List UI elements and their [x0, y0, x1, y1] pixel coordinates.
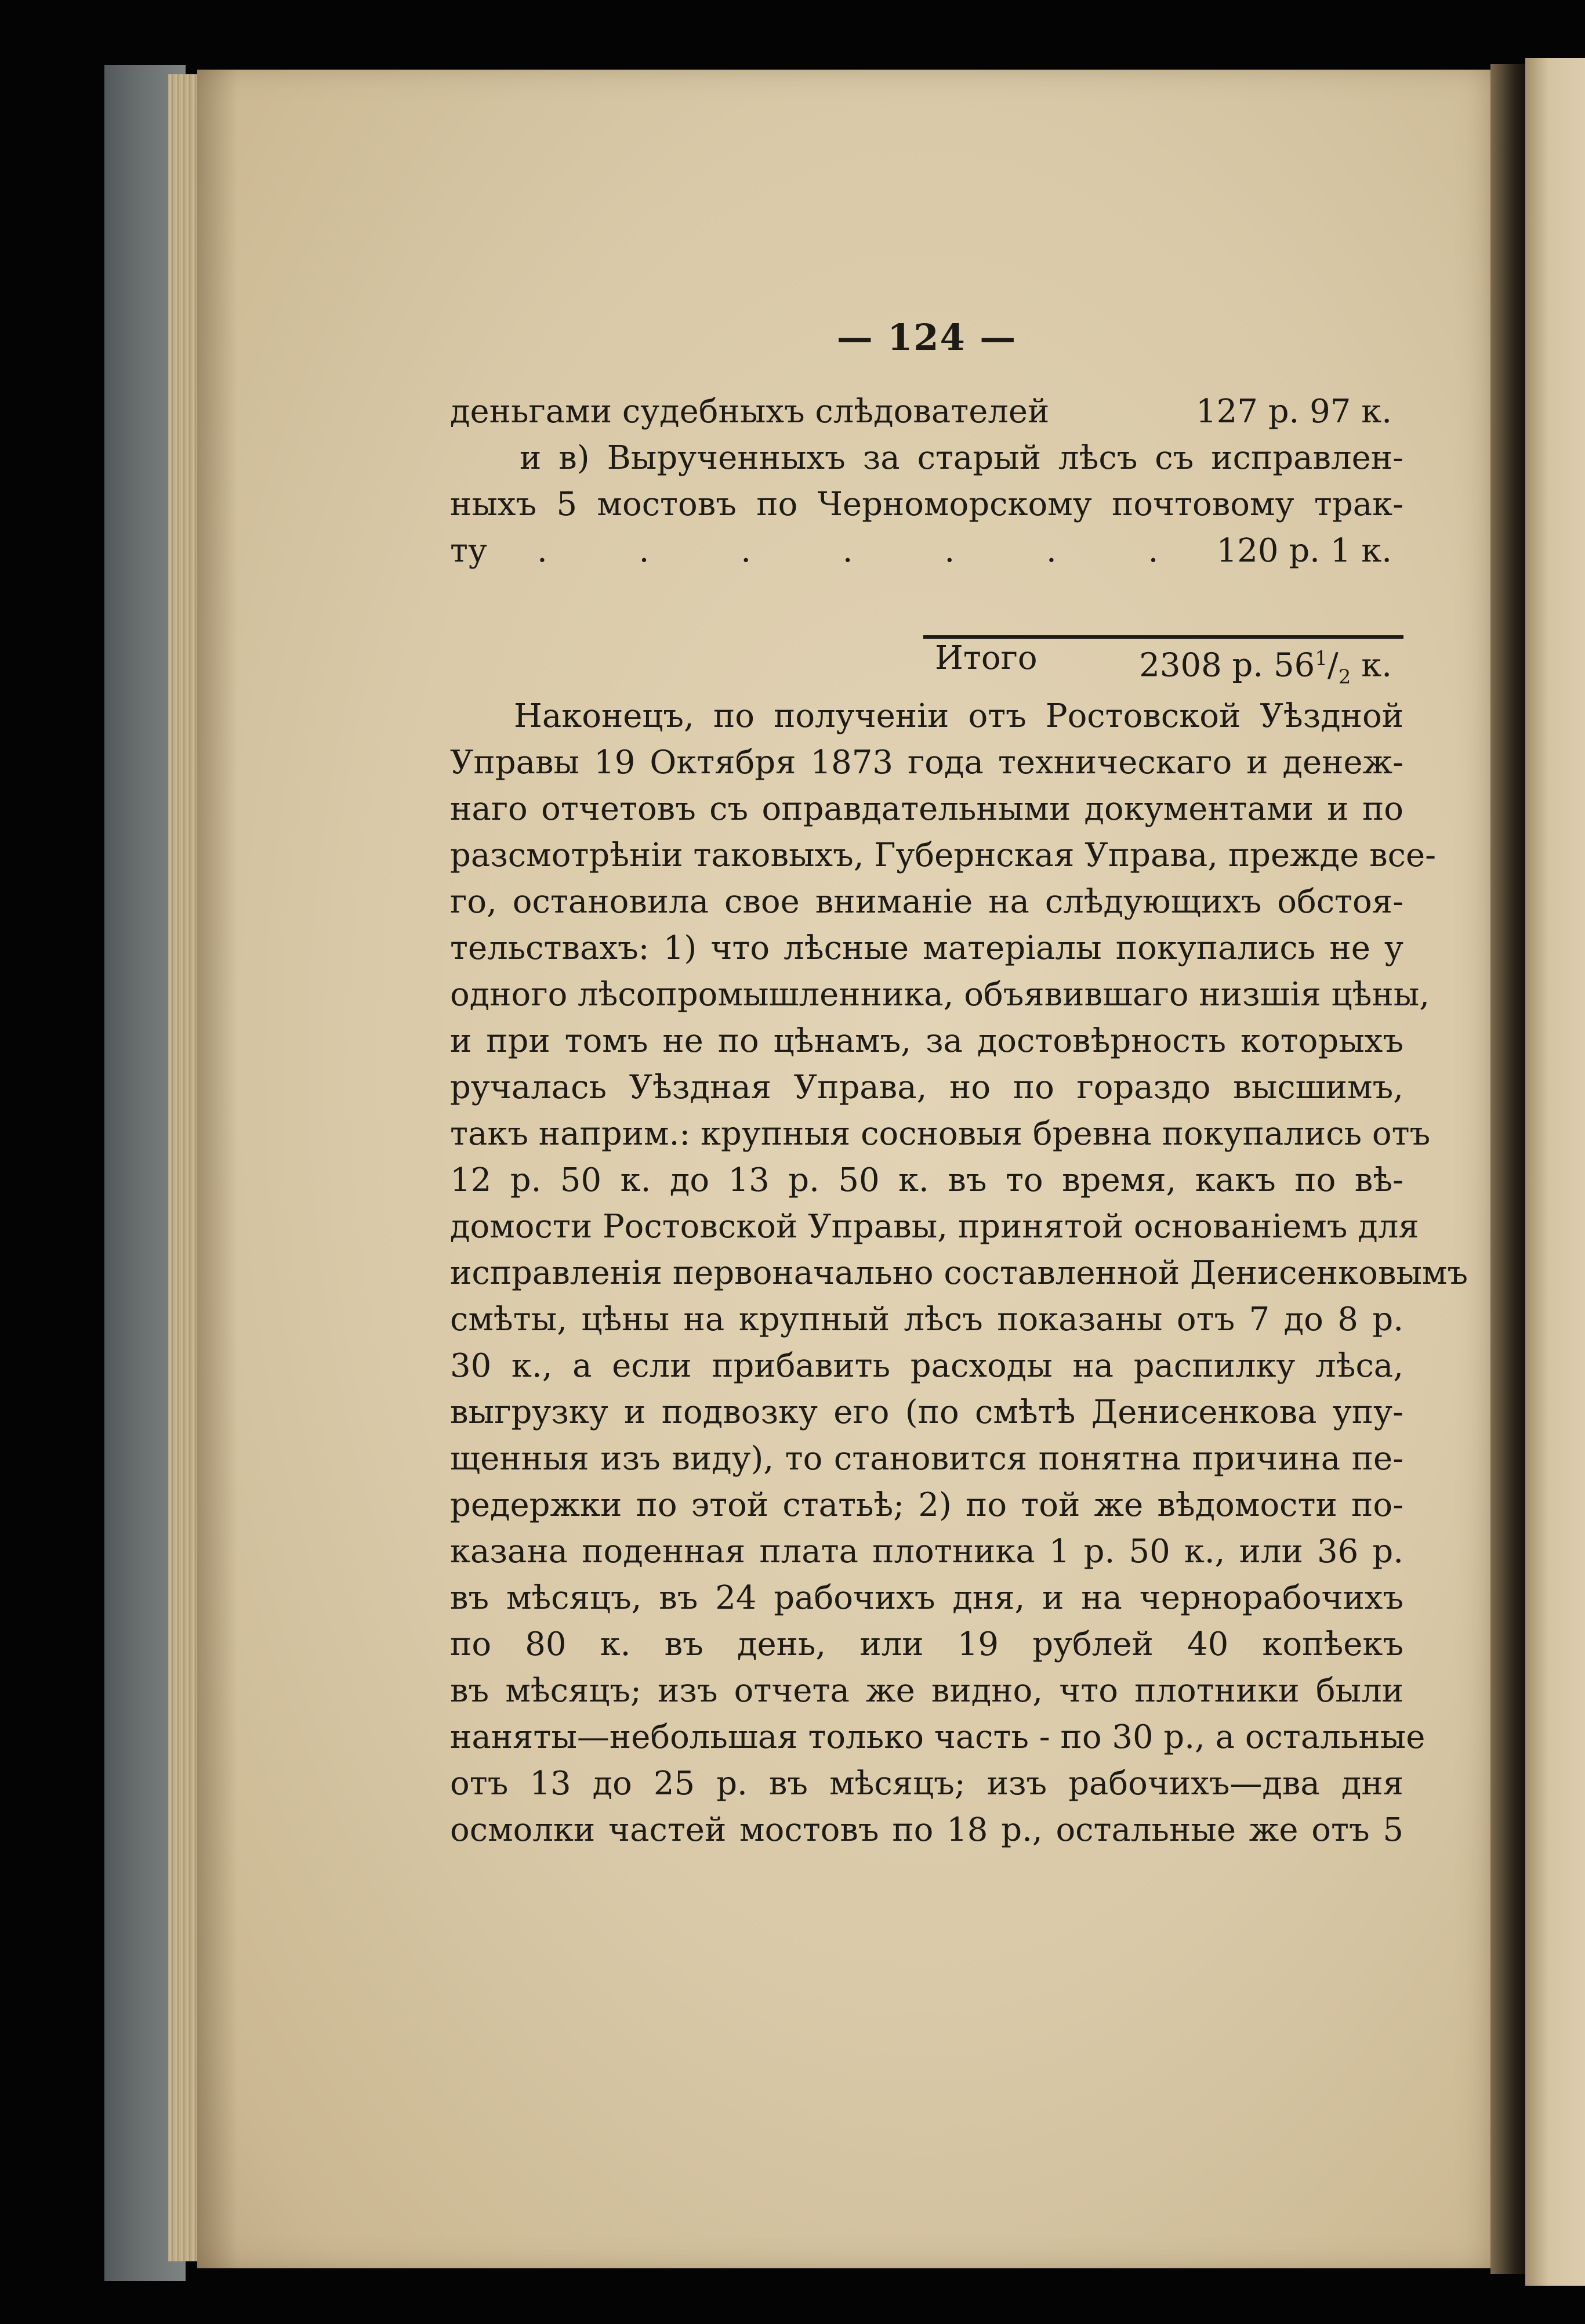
paragraph-line-20: въ мѣсяцъ, въ 24 рабочихъ дня, и на чернорабочихъ — [450, 1579, 1403, 1617]
paragraph-line-15: 30 к., а если прибавить расходы на распилку лѣса, — [450, 1347, 1403, 1385]
paragraph-line-4: разсмотрѣніи таковыхъ, Губернская Управа, прежде все- — [450, 837, 1437, 874]
page-edge-shadow — [197, 70, 238, 2268]
paragraph-line-14: смѣты, цѣны на крупный лѣсъ показаны отъ 7 до 8 р. — [450, 1301, 1403, 1338]
total-amount: 2308 р. $56^1/_2$ к. — [1139, 646, 1392, 689]
ledger-line-4-amount: 120 р. 1 к. — [1216, 532, 1392, 570]
paragraph-line-18: редержки по этой статьѣ; 2) по той же вѣдомости по- — [450, 1486, 1403, 1524]
paragraph-line-13: исправленія первоначально составленной Денисенковымъ — [450, 1254, 1468, 1292]
paragraph-line-25: осмолки частей мостовъ по 18 р., остальные же отъ 5 — [450, 1811, 1403, 1849]
ledger-line-4-text: ту — [450, 532, 487, 570]
paragraph-line-5: го, остановила свое вниманіе на слѣдующихъ обстоя- — [450, 883, 1403, 921]
ledger-line-1 — [450, 389, 1403, 435]
paragraph-line-9: ручалась Уѣздная Управа, но по гораздо высшимъ, — [450, 1069, 1403, 1106]
ledger-line-2: и в) Вырученныхъ за старый лѣсъ съ исправлен- — [520, 439, 1403, 477]
total-amount-unit: к. — [1361, 646, 1392, 685]
paragraph-line-6: тельствахъ: 1) что лѣсные матеріалы покупались не у — [450, 929, 1403, 967]
paragraph-line-16: выгрузку и подвозку его (по смѣтѣ Денисенкова упу- — [450, 1393, 1403, 1431]
facing-page-edge — [1525, 58, 1585, 2286]
paragraph-line-8: и при томъ не по цѣнамъ, за достовѣрность которыхъ — [450, 1022, 1403, 1060]
ledger-line-3: ныхъ 5 мостовъ по Черноморскому почтовому трак- — [450, 486, 1403, 523]
ledger-line-1-text: деньгами судебныхъ слѣдователей — [450, 393, 1050, 430]
total-line — [450, 635, 1403, 689]
paragraph-line-2: Управы 19 Октября 1873 года техническаго и денеж- — [450, 744, 1403, 781]
ledger-line-4-leader-dots: . . . . . . . — [537, 532, 1199, 570]
paragraph-line-7: одного лѣсопромышленника, объявившаго низшія цѣны, — [450, 976, 1430, 1013]
page-number: — 124 — — [836, 316, 1017, 359]
paragraph-line-21: по 80 к. въ день, или 19 рублей 40 копѣекъ — [450, 1626, 1403, 1663]
ledger-line-4 — [450, 528, 1403, 574]
paragraph-line-19: казана поденная плата плотника 1 р. 50 к., или 36 р. — [450, 1533, 1403, 1570]
paragraph-line-23: наняты—небольшая только часть - по 30 р., а остальные — [450, 1718, 1426, 1756]
paragraph-line-12: домости Ростовской Управы, принятой основаніемъ для — [450, 1208, 1419, 1246]
paragraph-line-24: отъ 13 до 25 р. въ мѣсяцъ; изъ рабочихъ—два дня — [450, 1765, 1403, 1802]
paragraph-line-1: Наконецъ, по полученіи отъ Ростовской Уѣздной — [514, 697, 1403, 735]
total-fraction-denominator: 2 — [1338, 665, 1351, 689]
total-label: Итого — [935, 639, 1038, 677]
paragraph-line-10: такъ наприм.: крупныя сосновыя бревна покупались отъ — [450, 1115, 1431, 1153]
paragraph-line-3: наго отчетовъ съ оправдательными документами и по — [450, 790, 1403, 828]
total-fraction-numerator: 1 — [1315, 647, 1328, 670]
total-amount-main: 2308 р. 56 — [1139, 646, 1315, 685]
paragraph-line-17: щенныя изъ виду), то становится понятна причина пе- — [450, 1440, 1403, 1478]
paragraph-line-11: 12 р. 50 к. до 13 р. 50 к. въ то время, какъ по вѣ- — [450, 1161, 1403, 1199]
paragraph-line-22: въ мѣсяцъ; изъ отчета же видно, что плотники были — [450, 1672, 1403, 1710]
ledger-line-1-amount: 127 р. 97 к. — [1196, 393, 1392, 430]
